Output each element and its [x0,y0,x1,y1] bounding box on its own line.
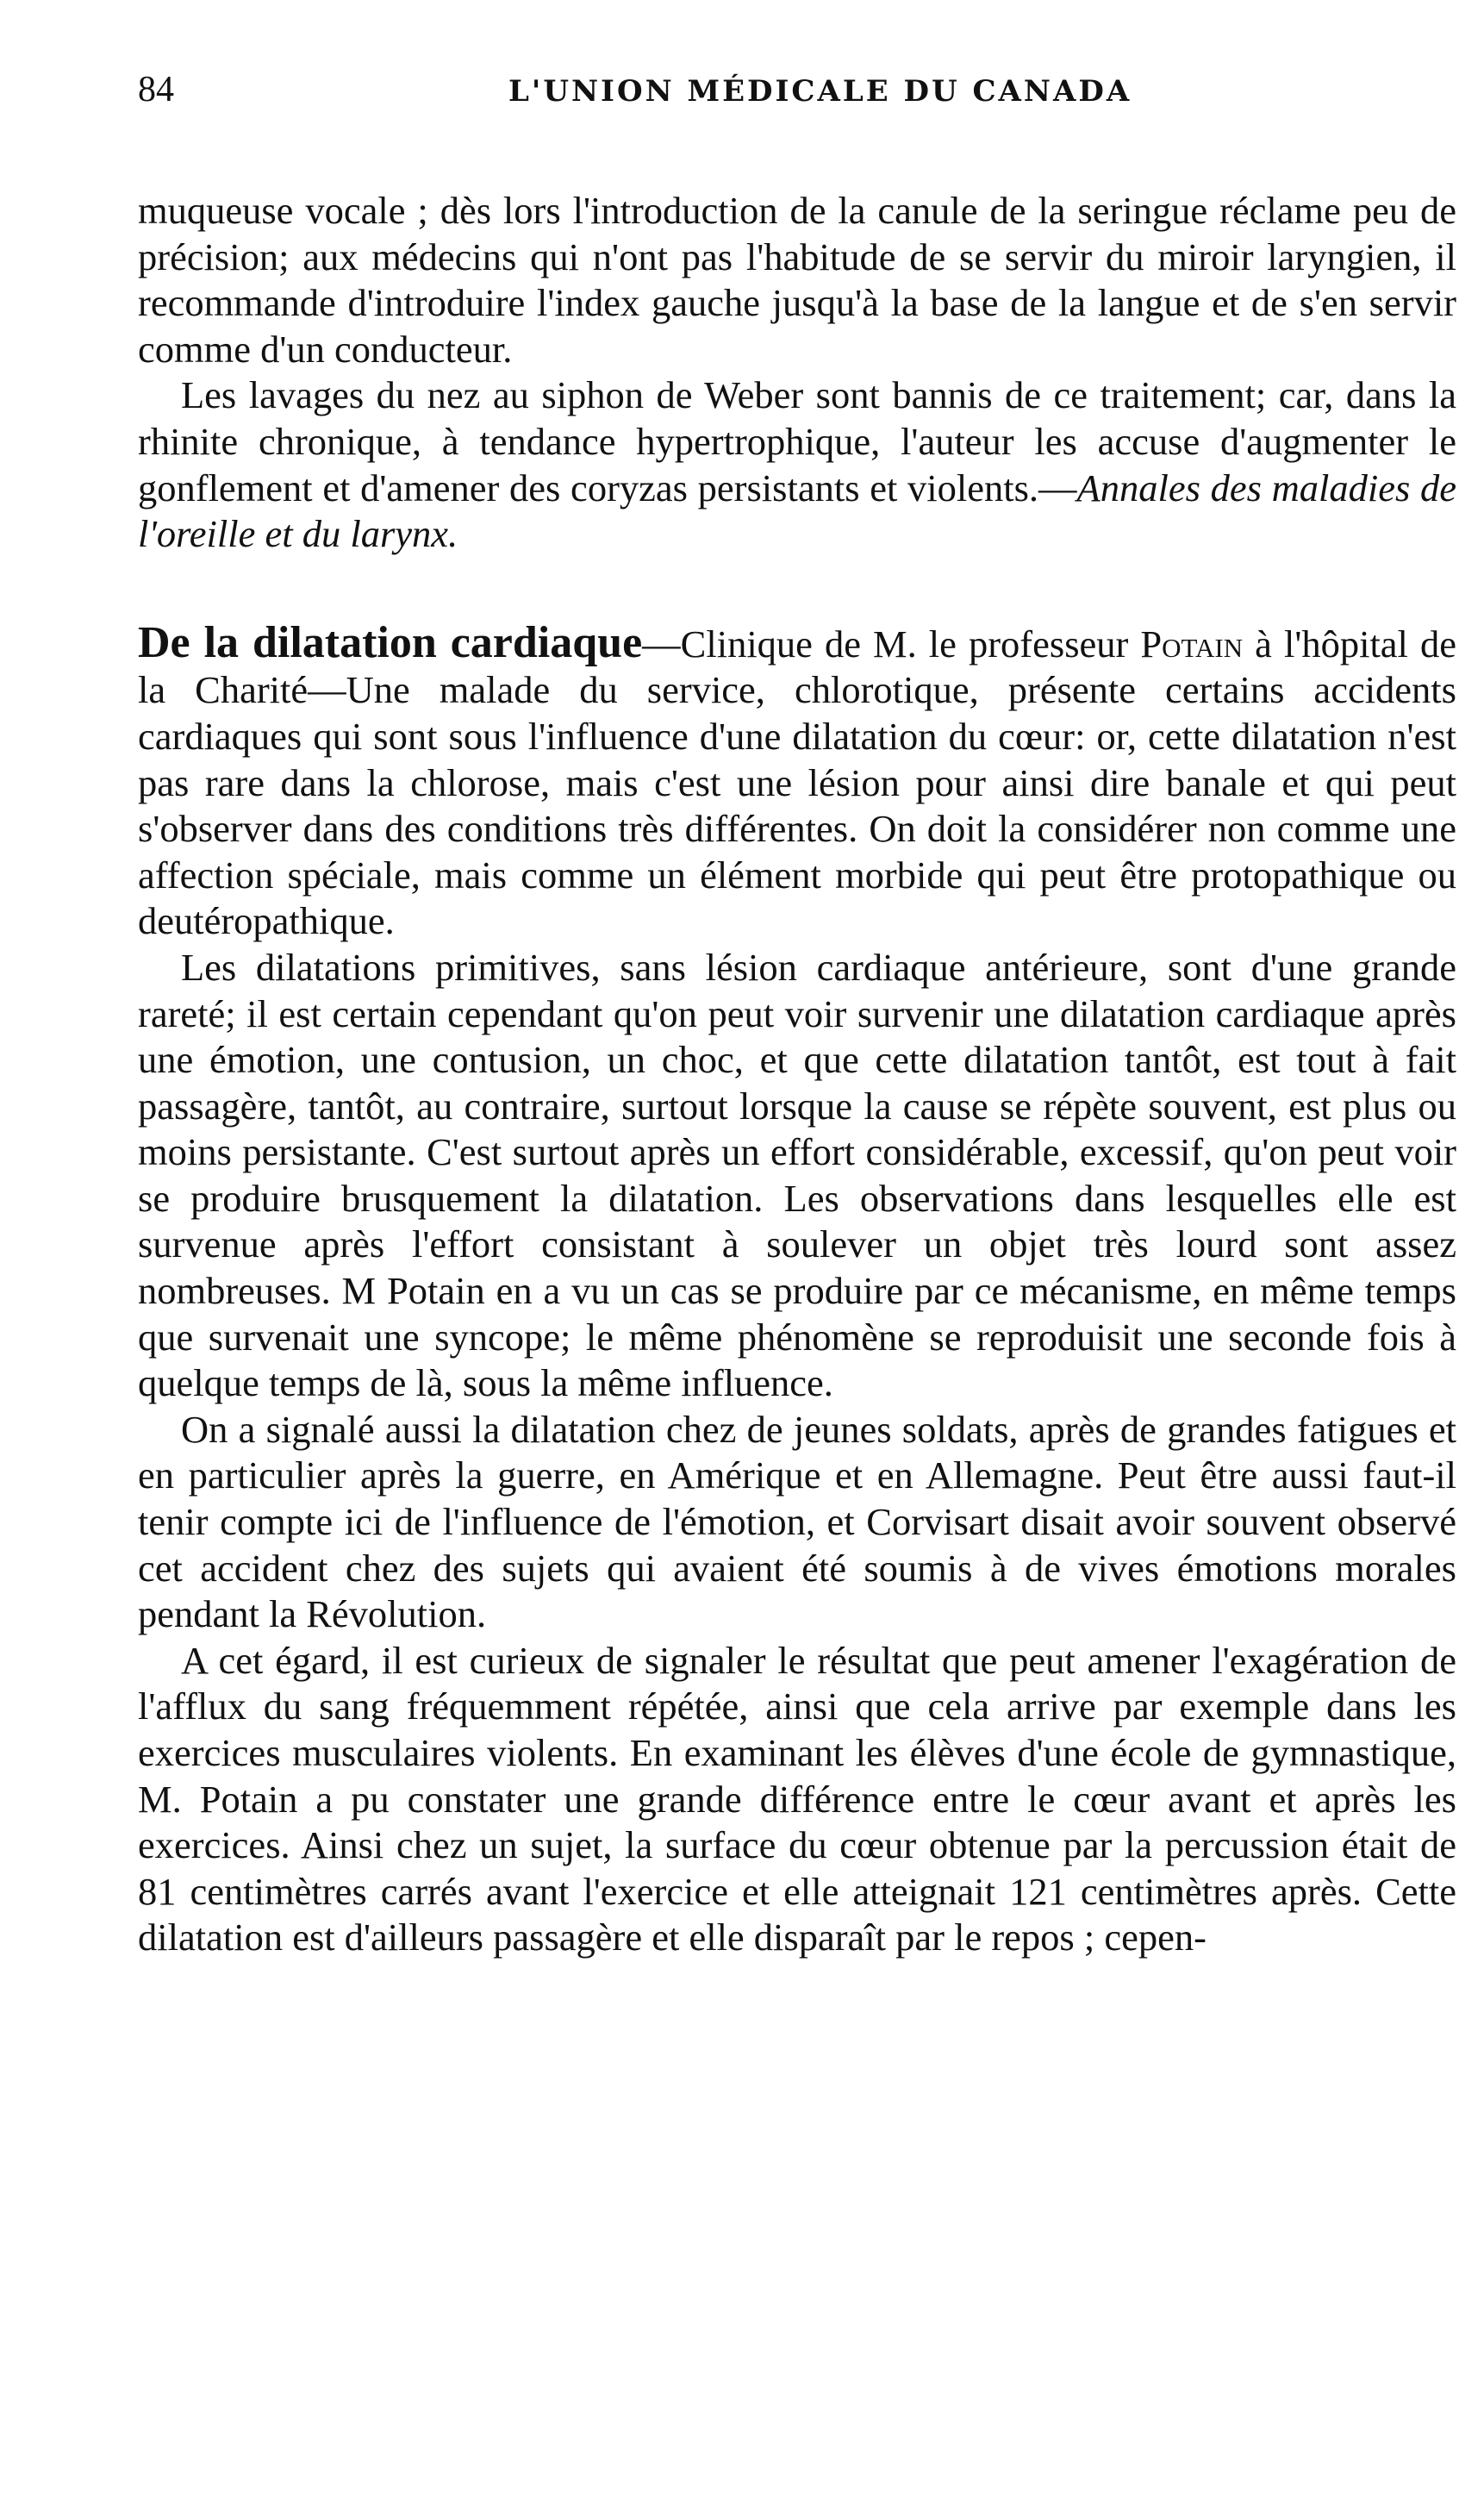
paragraph-6: A cet égard, il est curieux de signaler le résultat que peut amener l'exagération de l'afflux du sang fréquemment répétée, ainsi que cela arrive par exemple dans les exercices musculaires violents. En examinant les élèves d'une école de gymnastique, M. Potain a pu constater une grande différence entre le cœur avant et après les exercices. Ainsi chez un sujet, la surface du cœur obtenue par la percussion était de 81 centimètres carrés avant l'exercice et elle atteignait 121 centimètres après. Cette dilatation est d'ailleurs passagère et elle disparaît par le repos ; cepen- [138,1638,1456,1959]
paragraph-2-text: Les lavages du nez au siphon de Weber sont bannis de ce traitement; car, dans la rhinite chronique, à tendance hypertrophique, l'auteur les accuse d'augmenter le gonflement et d'amener des coryzas persistants et violents.— [138,373,1456,509]
running-head [138,69,1456,121]
section-title: De la dilatation cardiaque [138,617,643,667]
paragraph-4: Les dilatations primitives, sans lésion cardiaque antérieure, sont d'une grande rareté; il est certain cependant qu'on peut voir survenir une dilatation cardiaque après une émotion, une contusion, un choc, et que cette dilatation tantôt, est tout à fait passagère, tantôt, au contraire, surtout lorsque la cause se répète souvent, est plus ou moins persistante. C'est surtout après un effort considérable, excessif, qu'on peut voir se produire brusquement la dilatation. Les observations dans lesquelles elle est survenue après l'effort consistant à soulever un objet très lourd sont assez nombreuses. M Potain en a vu un cas se produire par ce mécanisme, en même temps que survenait une syncope; le même phénomène se reproduisit une seconde fois à quelque temps de là, sous la même influence. [138,945,1456,1405]
paragraph-3-intro: —Clinique de M. le professeur [642,622,1141,666]
professor-name: Potain [1140,622,1244,666]
journal-page [138,69,1456,2466]
paragraph-2 [138,372,1456,557]
page-number: 84 [138,70,174,109]
section-gap [138,558,1456,620]
paragraph-1: muqueuse vocale ; dès lors l'introduction de la canule de la seringue réclame peu de précision; aux médecins qui n'ont pas l'habitude de se servir du miroir laryngien, il recommande d'introduire l'index gauche jusqu'à la base de la langue et de s'en servir comme d'un conducteur. [138,189,1456,371]
paragraph-3 [138,617,1456,945]
citation: Annales des maladies de l'oreille et du larynx. [138,466,1456,556]
paragraph-5: On a signalé aussi la dilatation chez de jeunes soldats, après de grandes fatigues et en particulier après la guerre, en Amérique et en Allemagne. Peut être aussi faut-il tenir compte ici de l'influence de l'émotion, et Corvisart disait avoir souvent observé cet accident chez des sujets qui avaient été soumis à de vives émotions morales pendant la Révolution. [138,1407,1456,1636]
journal-title: L'UNION MÉDICALE DU CANADA [508,74,1132,109]
article-body [138,188,1456,1961]
paragraph-3-text: à l'hôpital de la Charité—Une malade du service, chlorotique, présente certains accidents cardiaques qui sont sous l'influence d'une dilatation du cœur: or, cette dilatation n'est pas rare dans la chlorose, mais c'est une lésion pour ainsi dire banale et qui peut s'observer dans des conditions très différentes. On doit la considérer non comme une affection spéciale, mais comme un élément morbide qui peut être protopathique ou deutéropathique. [138,622,1456,943]
